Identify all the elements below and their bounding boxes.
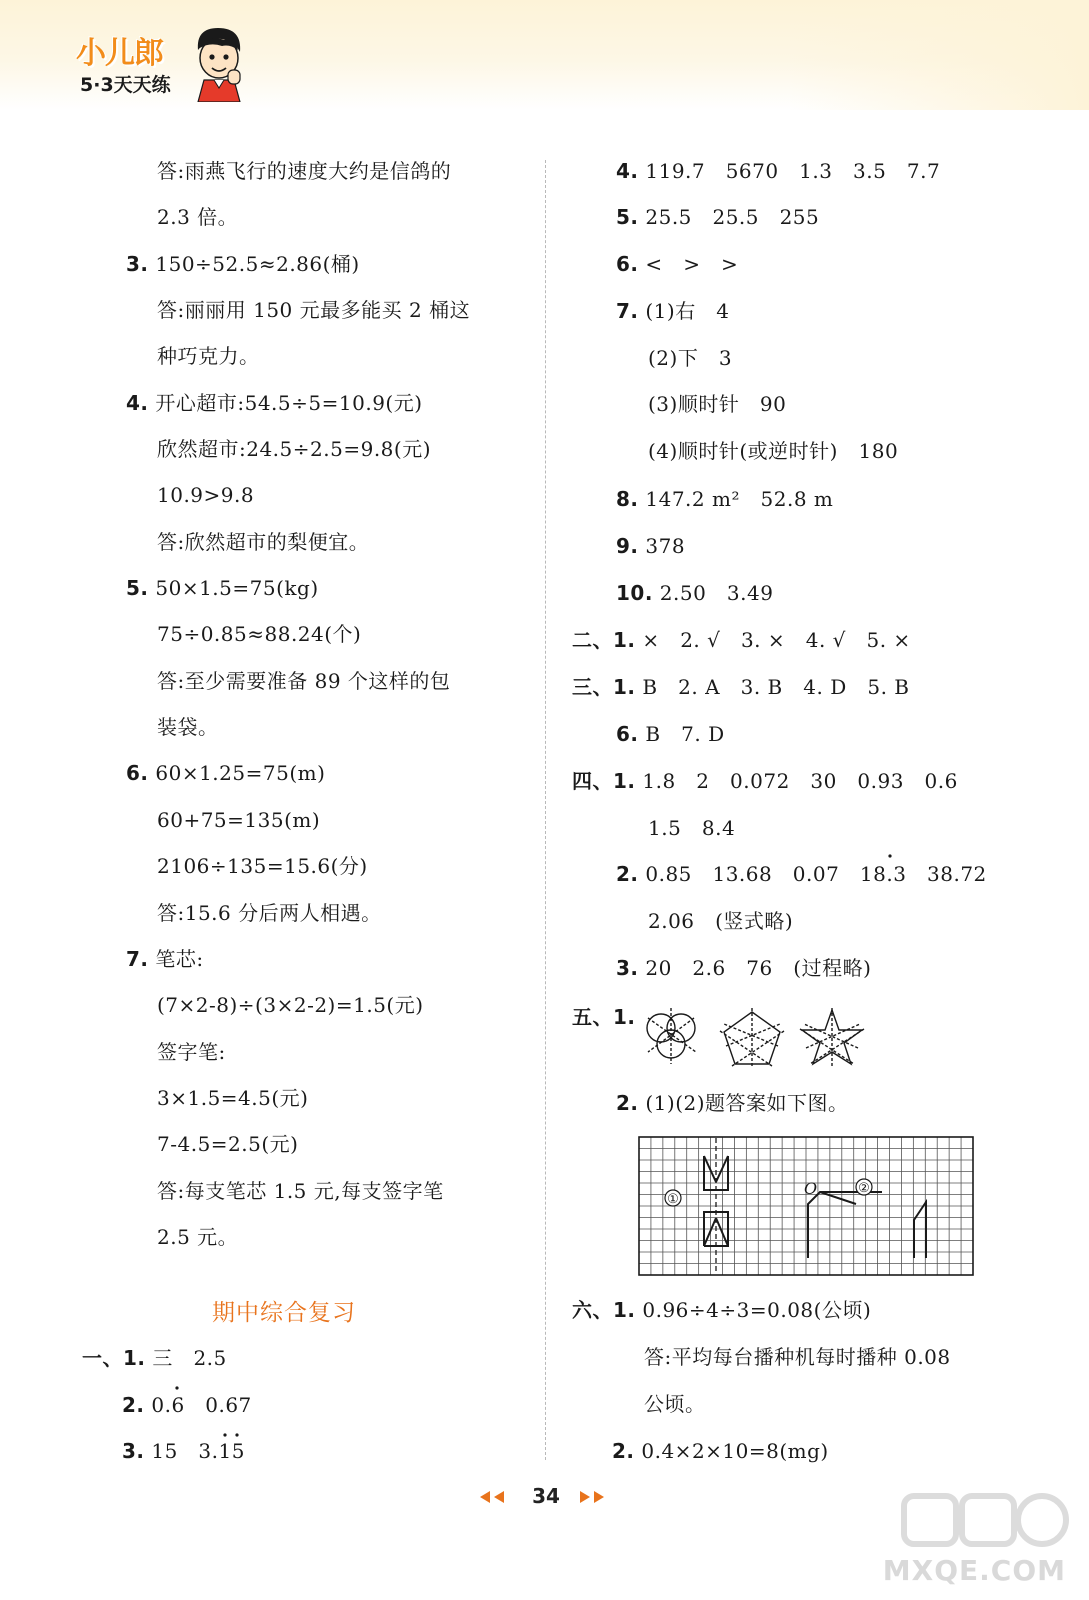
answer-line — [616, 1090, 849, 1116]
question-number: 7. — [126, 947, 149, 971]
answer-text: 75÷0.85≈88.24(个) — [157, 622, 362, 646]
answer-text: 答:欣然超市的梨便宜。 — [157, 530, 370, 554]
answer-line — [157, 1224, 238, 1250]
answer-text: 1.8 2 0.072 30 0.93 0.6 — [642, 769, 958, 793]
grid-transformation-figure — [638, 1136, 974, 1276]
question-number: 3. — [122, 1439, 145, 1463]
answer-text: (1)右 4 — [645, 299, 730, 323]
question-number: 6. — [126, 761, 149, 785]
question-number: 一、1. — [82, 1346, 146, 1370]
answer-text: 2.50 3.49 — [659, 581, 774, 605]
column-divider — [545, 160, 546, 1460]
answer-line — [126, 760, 325, 786]
answer-text: 装袋。 — [157, 715, 219, 739]
mascot-boy-icon — [190, 24, 246, 102]
answer-text: 答:15.6 分后两人相遇。 — [157, 901, 382, 925]
answer-line — [648, 815, 735, 841]
answer-text: 答:每支笔芯 1.5 元,每支签字笔 — [157, 1179, 444, 1203]
answer-text: 0.85 13.68 0.07 18.3 38.72 — [645, 862, 987, 886]
answer-line — [157, 853, 368, 879]
question-number: 四、1. — [572, 769, 636, 793]
answer-text: 60×1.25=75(m) — [155, 761, 326, 785]
answer-line — [616, 580, 773, 606]
answer-text: 378 — [645, 534, 686, 558]
answer-text: 答:至少需要准备 89 个这样的包 — [157, 669, 451, 693]
answer-line — [157, 900, 382, 926]
answer-text: 15 3.15 — [151, 1439, 245, 1463]
question-number: 8. — [616, 487, 639, 511]
answer-line — [616, 533, 685, 559]
previous-arrows-icon — [476, 1490, 508, 1504]
section-title: 期中综合复习 — [212, 1300, 356, 1326]
answer-text: B 7. D — [645, 722, 725, 746]
question-number: 4. — [616, 159, 639, 183]
answer-text: 种巧克力。 — [157, 344, 260, 368]
next-arrows-icon — [576, 1490, 608, 1504]
answer-text: 7-4.5=2.5(元) — [157, 1132, 299, 1156]
answer-line — [126, 575, 319, 601]
page-navigation — [476, 1484, 616, 1512]
answer-text: B 2. A 3. B 4. D 5. B — [642, 675, 910, 699]
question-number: 3. — [126, 252, 149, 276]
answer-text: 2.3 倍。 — [157, 205, 239, 229]
question-number: 二、1. — [572, 628, 636, 652]
answer-line — [157, 343, 260, 369]
answer-line — [644, 1391, 706, 1417]
question-number: 三、1. — [572, 675, 636, 699]
answer-text: × 2. √ 3. × 4. √ 5. × — [642, 628, 911, 652]
answer-line — [126, 390, 423, 416]
answer-text: 开心超市:54.5÷5=10.9(元) — [155, 391, 423, 415]
question-number: 10. — [616, 581, 653, 605]
answer-text: 答:雨燕飞行的速度大约是信鸽的 — [157, 159, 452, 183]
answer-line — [616, 298, 730, 324]
symmetry-axis-figures — [640, 1006, 870, 1068]
answer-line — [157, 158, 451, 184]
answer-line — [157, 482, 254, 508]
answer-line — [126, 946, 204, 972]
answer-line — [648, 438, 898, 464]
answer-line — [616, 721, 725, 747]
answer-line — [572, 1004, 636, 1030]
answer-line — [157, 1131, 298, 1157]
answer-text: (4)顺时针(或逆时针) 180 — [648, 439, 899, 463]
answer-text: 10.9>9.8 — [157, 483, 255, 507]
answer-line — [82, 1345, 227, 1371]
figure-marker-2: ② — [858, 1181, 870, 1196]
answer-line — [616, 861, 987, 887]
answer-line — [157, 1178, 444, 1204]
answer-text: (2)下 3 — [648, 346, 733, 370]
answer-line — [648, 908, 793, 934]
answer-line — [157, 1039, 226, 1065]
answer-line — [572, 627, 911, 653]
answer-text: 0.96÷4÷3=0.08(公顷) — [642, 1298, 872, 1322]
answer-text: 0.6 0.67 — [151, 1393, 252, 1417]
question-number: 五、1. — [572, 1005, 636, 1029]
question-number: 2. — [122, 1393, 145, 1417]
watermark — [880, 1478, 1080, 1594]
question-number: 5. — [126, 576, 149, 600]
question-number: 6. — [616, 252, 639, 276]
question-number: 2. — [612, 1439, 635, 1463]
question-number: 2. — [616, 862, 639, 886]
answer-line — [157, 621, 361, 647]
answer-text: 签字笔: — [157, 1040, 226, 1064]
answer-line — [616, 158, 940, 184]
answer-text: (3)顺时针 90 — [648, 392, 787, 416]
answer-line — [157, 992, 424, 1018]
question-number: 7. — [616, 299, 639, 323]
logo-subtitle: 5·3天天练 — [80, 74, 171, 96]
answer-text: 2.5 元。 — [157, 1225, 239, 1249]
answer-text: 50×1.5=75(kg) — [155, 576, 319, 600]
answer-text: 150÷52.5≈2.86(桶) — [155, 252, 360, 276]
answer-text: 20 2.6 76 (过程略) — [645, 956, 872, 980]
answer-text: 25.5 25.5 255 — [645, 205, 820, 229]
answer-text: 公顷。 — [644, 1392, 706, 1416]
answer-line — [157, 436, 431, 462]
answer-line — [157, 807, 320, 833]
question-number: 3. — [616, 956, 639, 980]
answer-line — [572, 768, 958, 794]
answer-text: < > > — [645, 252, 739, 276]
answer-line — [157, 714, 219, 740]
answer-text: 147.2 m² 52.8 m — [645, 487, 834, 511]
answer-text: 0.4×2×10=8(mg) — [641, 1439, 829, 1463]
figure-marker-1: ① — [667, 1192, 679, 1207]
page-number: 34 — [532, 1484, 560, 1508]
answer-line — [157, 1085, 308, 1111]
answer-text: (7×2-8)÷(3×2-2)=1.5(元) — [157, 993, 424, 1017]
question-number: 9. — [616, 534, 639, 558]
watermark-text: MXQE.COM — [882, 1554, 1066, 1587]
answer-text: 60+75=135(m) — [157, 808, 321, 832]
answer-text: 119.7 5670 1.3 3.5 7.7 — [645, 159, 941, 183]
answer-text: 2.06 (竖式略) — [648, 909, 794, 933]
answer-line — [572, 1297, 871, 1323]
answer-text: 3×1.5=4.5(元) — [157, 1086, 309, 1110]
answer-text: 三 2.5 — [152, 1346, 227, 1370]
answer-line — [644, 1344, 951, 1370]
answer-text: 答:丽丽用 150 元最多能买 2 桶这 — [157, 298, 471, 322]
answer-line — [616, 251, 738, 277]
answer-text: 1.5 8.4 — [648, 816, 736, 840]
answer-line — [157, 297, 470, 323]
answer-line — [157, 529, 369, 555]
question-number: 5. — [616, 205, 639, 229]
answer-line — [616, 204, 819, 230]
logo-title: 小儿郎 — [76, 36, 163, 71]
answer-line — [616, 486, 833, 512]
answer-text: 2106÷135=15.6(分) — [157, 854, 368, 878]
answer-text: (1)(2)题答案如下图。 — [645, 1091, 849, 1115]
answer-line — [572, 674, 910, 700]
answer-line — [157, 668, 450, 694]
answer-line — [126, 251, 360, 277]
figure-point-o: O — [804, 1179, 818, 1198]
question-number: 4. — [126, 391, 149, 415]
repeating-decimal-dot — [885, 852, 895, 860]
answer-line — [612, 1438, 829, 1464]
answer-line — [157, 204, 238, 230]
question-number: 六、1. — [572, 1298, 636, 1322]
watermark-logo-icon — [900, 1488, 1070, 1552]
answer-line — [616, 955, 871, 981]
answer-text: 答:平均每台播种机每时播种 0.08 — [644, 1345, 951, 1369]
question-number: 2. — [616, 1091, 639, 1115]
answer-text: 欣然超市:24.5÷2.5=9.8(元) — [157, 437, 432, 461]
answer-text: 笔芯: — [155, 947, 204, 971]
answer-line — [648, 391, 786, 417]
answer-line — [648, 345, 732, 371]
question-number: 6. — [616, 722, 639, 746]
repeating-decimal-dots — [160, 1384, 250, 1444]
